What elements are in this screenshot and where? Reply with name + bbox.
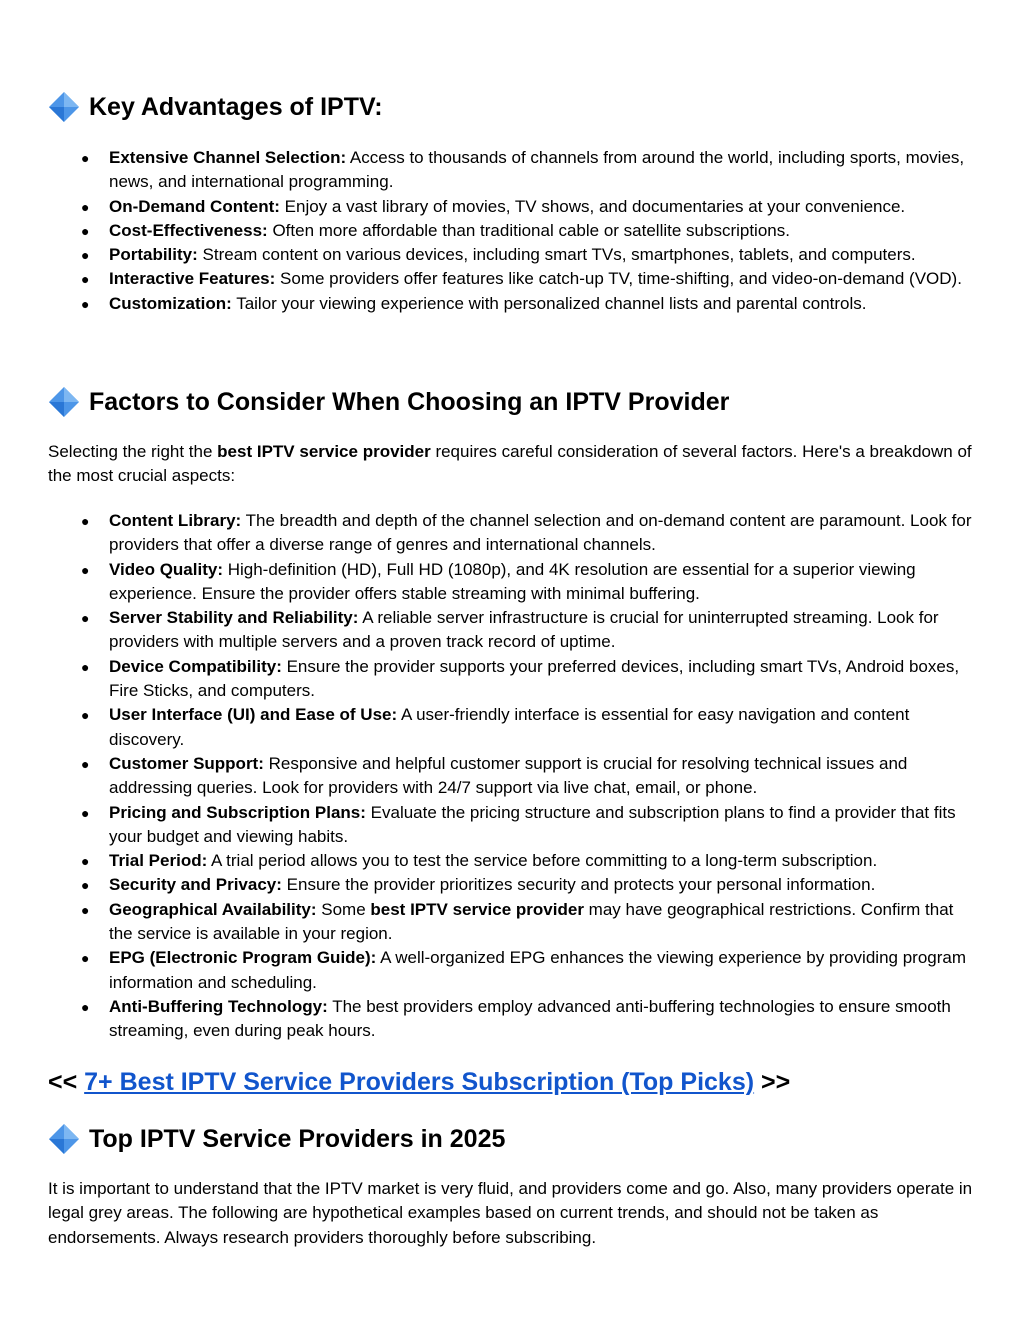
item-label: Customer Support: (109, 753, 264, 773)
item-label: Content Library: (109, 511, 242, 530)
top-picks-link-line (48, 1066, 790, 1098)
item-label: Server Stability and Reliability: (109, 608, 359, 628)
list-item (48, 606, 976, 655)
list-item (48, 509, 976, 558)
list-item (48, 703, 976, 752)
list-item (48, 873, 976, 897)
item-text: Some (316, 899, 371, 919)
top-providers-paragraph: It is important to understand that the IPTV market is very fluid, and providers come and go. Also, many providers operate in legal grey areas. The following are hypothetical examples based on current trends, and should not be taken as endorsements. Always research providers thoroughly before subscribing. (48, 1179, 973, 1247)
blue-diamond-icon (48, 91, 80, 123)
item-label: Device Compatibility: (109, 656, 282, 676)
item-label: Geographical Availability: (109, 899, 317, 919)
bullet-dot: ● (81, 877, 90, 894)
list-item (48, 146, 976, 195)
top-providers-heading-text: Top IPTV Service Providers in 2025 (89, 1125, 506, 1153)
bullet-dot: ● (81, 247, 90, 264)
list-item (48, 219, 976, 243)
item-label: Security and Privacy: (109, 875, 282, 895)
item-text: Often more affordable than traditional cable or satellite subscriptions. (267, 220, 790, 240)
bullet-dot: ● (81, 561, 90, 578)
link-prefix: << (48, 1068, 85, 1096)
item-text: A reliable server infrastructure is crucial for uninterrupted streaming. Look for providers with multiple servers and a proven track record of uptime. (109, 608, 939, 652)
item-text: Responsive and helpful customer support is crucial for resolving technical issues and addressing queries. Look for providers with 24/7 support via live chat, email, or phone. (109, 753, 908, 798)
bullet-dot: ● (81, 271, 90, 288)
factors-heading-text: Factors to Consider When Choosing an IPTV Provider (89, 388, 730, 416)
item-text: High-definition (HD), Full HD (1080p), and 4K resolution are essential for a superior viewing experience. Ensure the provider offers stable streaming with minimal buffering. (109, 559, 916, 603)
list-item (48, 243, 976, 267)
item-label: User Interface (UI) and Ease of Use: (109, 705, 398, 725)
list-item (48, 898, 976, 947)
bullet-dot: ● (81, 295, 90, 312)
bullet-dot: ● (81, 755, 90, 772)
item-text: Evaluate the pricing structure and subscription plans to find a provider that fits your budget and viewing habits. (109, 802, 956, 846)
factors-intro-bold: best IPTV service provider (217, 442, 431, 461)
bullet-dot: ● (81, 998, 90, 1015)
item-label: Portability: (109, 245, 198, 265)
bullet-dot: ● (81, 804, 90, 821)
list-item (48, 292, 976, 316)
factors-list (48, 509, 976, 1044)
factors-intro (48, 440, 976, 489)
advantages-list (48, 146, 976, 316)
bullet-dot: ● (81, 513, 90, 529)
item-label: On-Demand Content: (109, 196, 280, 216)
list-item (48, 752, 976, 801)
item-text: Ensure the provider supports your preferred devices, including smart TVs, Android boxes, Fire Sticks, and computers. (109, 656, 960, 701)
bullet-dot: ● (81, 853, 90, 870)
top-providers-heading (48, 1123, 505, 1155)
item-label: Trial Period: (109, 851, 208, 871)
item-text: The best providers employ advanced anti-buffering technologies to ensure smooth streaming, even during peak hours. (109, 996, 951, 1041)
advantages-heading (48, 91, 383, 123)
factors-heading (48, 386, 729, 418)
item-label: EPG (Electronic Program Guide): (109, 948, 377, 968)
factors-intro-pre: Selecting the right the (48, 442, 218, 461)
list-item (48, 801, 976, 850)
item-label: Interactive Features: (109, 269, 276, 289)
item-label: Anti-Buffering Technology: (109, 996, 328, 1016)
item-text: Some providers offer features like catch-up TV, time-shifting, and video-on-demand (VOD). (275, 269, 962, 289)
bullet-dot: ● (81, 610, 90, 627)
item-label: Extensive Channel Selection: (109, 148, 347, 167)
item-label: Customization: (109, 293, 232, 313)
item-text-cont: may have geographical restrictions. Confirm that the service is available in your region. (109, 899, 954, 944)
item-bold-phrase: best IPTV service provider (370, 899, 584, 919)
item-text: Tailor your viewing experience with personalized channel lists and parental controls. (231, 293, 867, 313)
item-text: Ensure the provider prioritizes security and protects your personal information. (281, 875, 876, 895)
list-item (48, 655, 976, 704)
bullet-dot: ● (81, 222, 90, 239)
bullet-dot: ● (81, 901, 90, 918)
item-label: Pricing and Subscription Plans: (109, 802, 366, 822)
list-item (48, 195, 976, 219)
item-label: Video Quality: (109, 559, 223, 579)
bullet-dot: ● (81, 707, 90, 724)
top-picks-link[interactable]: 7+ Best IPTV Service Providers Subscription (Top Picks) (84, 1068, 755, 1096)
item-text: A well-organized EPG enhances the viewing experience by providing program information and scheduling. (109, 948, 966, 992)
blue-diamond-icon (48, 386, 80, 418)
bullet-dot: ● (81, 950, 90, 967)
item-text: Enjoy a vast library of movies, TV shows, and documentaries at your convenience. (279, 196, 906, 216)
item-text: Stream content on various devices, including smart TVs, smartphones, tablets, and computers. (197, 245, 916, 265)
blue-diamond-icon (48, 1123, 80, 1155)
list-item (48, 558, 976, 607)
item-text: Access to thousands of channels from around the world, including sports, movies, news, and international programming. (109, 148, 965, 192)
advantages-heading-text: Key Advantages of IPTV: (89, 93, 383, 121)
item-text: A user-friendly interface is essential for easy navigation and content discovery. (109, 705, 910, 749)
item-text: A trial period allows you to test the service before committing to a long-term subscription. (207, 851, 878, 871)
item-label: Cost-Effectiveness: (109, 220, 268, 240)
bullet-dot: ● (81, 150, 90, 166)
bullet-dot: ● (81, 658, 90, 675)
list-item (48, 849, 976, 873)
bullet-dot: ● (81, 198, 90, 215)
factors-intro-post: requires careful consideration of several factors. Here's a breakdown of the most crucial aspects: (48, 442, 972, 486)
list-item (48, 267, 976, 291)
link-suffix: >> (754, 1068, 791, 1096)
list-item (48, 995, 976, 1044)
item-text: The breadth and depth of the channel selection and on-demand content are paramount. Look for providers that offer a diverse range of genres and international channels. (109, 511, 972, 555)
list-item (48, 946, 976, 995)
